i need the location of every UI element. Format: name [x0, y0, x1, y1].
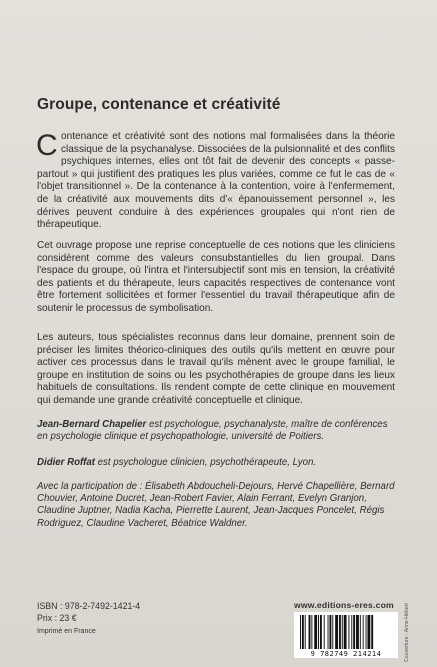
price: Prix : 23 € — [37, 613, 77, 623]
paragraph-intro-text: ontenance et créativité sont des notions mal formalisées dans la théorie classique de la psychanalyse. Dissociées de la pulsionnalité et des conflits psychiques internes, elles ont tôt fait de devenir des concepts « passe-partout » qui justifient des pratiques les plus variées, comme ce fut le cas de « l'objet transitionnel ». De la contenance à la contention, voire à l'enfermement, de la créativité aux mouvements dits d'« épanouissement personnel », les dérives peuvent conduire à des expériences groupales qui n'ont rien de thérapeutique. — [37, 131, 395, 231]
barcode-bar — [339, 615, 341, 649]
barcode-bar — [332, 615, 333, 649]
barcode-bar — [353, 615, 355, 649]
paragraph-intro — [37, 131, 395, 232]
barcode-bar — [356, 615, 359, 649]
barcode-bar — [344, 615, 347, 649]
author-name-1: Jean-Bernard Chapelier — [37, 419, 147, 430]
dropcap-glyph: C — [36, 132, 58, 158]
barcode-bar — [367, 615, 370, 649]
barcode-bar — [311, 615, 312, 649]
barcode-bar — [300, 615, 301, 649]
barcode-bar — [371, 615, 373, 649]
barcode-bar — [305, 615, 306, 649]
author-bio-2 — [37, 457, 399, 469]
book-title: Groupe, contenance et créativité — [37, 96, 281, 113]
barcode-bar — [324, 615, 325, 649]
barcode-bar — [309, 615, 311, 649]
author-name-2: Didier Roffat — [37, 457, 95, 468]
author-description-2: est psychologue clinicien, psychothérapeute, Lyon. — [94, 457, 317, 468]
printed-in: Imprimé en France — [37, 628, 96, 635]
author-bio-1 — [37, 419, 399, 443]
barcode-bar — [329, 615, 331, 649]
barcode-bar — [360, 615, 361, 649]
barcode-bar — [318, 615, 319, 649]
cover-credit: Couverture : Anne Hébert — [404, 603, 410, 662]
barcode-bar — [328, 615, 329, 649]
paragraph-authors: Les auteurs, tous spécialistes reconnus dans leur domaine, prennent soin de préciser les limites théorico-cliniques des outils qu'ils mettent en œuvre pour activer ces processus dans le travail qu'ils mènent avec le groupe familial, le groupe en institution de soins ou les psychothérapies de groupe dans les lieux habituels de consultations. Ils rendent compte de cette clinique en mouvement qui demande une grande créativité conceptuelle et clinique. — [37, 332, 395, 406]
publication-info — [37, 600, 140, 638]
barcode-bar — [302, 615, 304, 649]
barcode-bar — [363, 615, 364, 649]
barcode-bar — [351, 615, 352, 649]
barcode-bars — [294, 612, 398, 650]
barcode-bar — [348, 615, 349, 649]
isbn: ISBN : 978-2-7492-1421-4 — [37, 601, 141, 611]
barcode-bar — [320, 615, 322, 649]
dropcap-letter — [36, 132, 58, 158]
barcode-bar — [342, 615, 343, 649]
publisher-website: www.editions-eres.com — [294, 600, 394, 610]
barcode-bar — [314, 615, 317, 649]
contributors-list: Avec la participation de : Élisabeth Abdoucheli-Dejours, Hervé Chapellière, Bernard Chouvier, Antoine Ducret, Jean-Robert Favier, Alain Ferrant, Evelyn Granjon, Claudine Juptner, Nadia Kacha, Pierrette Laurent, Jean-Jacques Poncelet, Régis Rodriguez, Claudine Vacheret, Béatrice Waldner. — [37, 481, 395, 529]
barcode-digits: 9 782749 214214 — [294, 650, 398, 658]
paragraph-purpose: Cet ouvrage propose une reprise conceptuelle de ces notions que les cliniciens considèrent comme des valeurs consubstantielles du lien groupal. Dans l'espace du groupe, où l'intra et l'intersubjectif sont mis en tension, la créativité des patients et du thérapeute, leurs capacités respectives de contenance vont être fortement sollicitées et former l'essentiel du travail thérapeutique afin de soutenir le processus de symbolisation. — [37, 240, 395, 314]
barcode — [294, 612, 398, 658]
barcode-bar — [335, 615, 338, 649]
author-description-1: est psychologue, psychanalyste, maître de conférences en psychologie clinique et psychopathologie, université de Poitiers. — [37, 419, 388, 443]
barcode-bar — [366, 615, 367, 649]
